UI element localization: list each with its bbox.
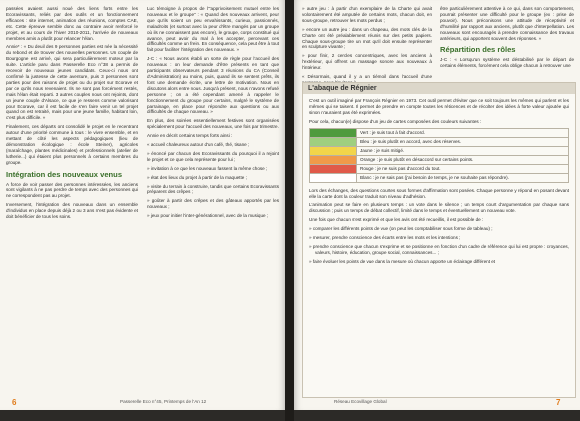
table-row <box>310 155 569 164</box>
table-cell: Rouge : je ne suis pas d'accord du tout. <box>357 164 569 173</box>
right-column-2 <box>440 6 574 72</box>
paragraph: A force de voir passer des personnes intéressées, les anciens sont vigilants à ne pas perdre de temps avec des personnes qui ne correspondent pas au projet. <box>6 181 138 199</box>
color-swatch <box>310 164 357 173</box>
paragraph: « Désormais, quand il y a un tiémoil dans l'accueil d'une <box>302 74 432 80</box>
table-row <box>310 146 569 155</box>
paragraph: L'animation peut se faire en plusieurs temps : un vote dans le silence ; un temps court d'argumentation par chaque sans discussion ; puis un temps de débat collectif, limité dans le temps et éventuellement un nouveau vote. <box>309 202 569 214</box>
list-item: » faire évoluer les points de vue dans la mesure où chacun apporte un éclairage différent et <box>309 258 496 264</box>
section-heading: Intégration des nouveaux venus <box>6 169 123 179</box>
table-cell: Jaune : je suis mitigé. <box>357 146 569 155</box>
paragraph: Finalement, ces départs ont consolidé le projet en le recentrant autour d'une priorité commune à tous : le vivre ensemble, et en mettant de côté les aspects pédagogiques (lieu de démonstration écologique : école Steiner), agricoles (maraîchage, plantes médicinales) et professionnels (atelier de lutherie...) qui étaient plus personnels à certains membres du groupe. <box>6 124 138 165</box>
paragraph: Lors des échanges, des questions courtes sous formes d'affirmation sont posées. Chaque personne y répond en posant devant elle la carte dont la couleur traduit son niveau d'adhésion. <box>309 187 569 199</box>
color-swatch <box>310 155 357 164</box>
section-heading: Répartition des rôles <box>440 45 516 55</box>
book-gutter <box>285 0 294 421</box>
info-box <box>302 82 576 398</box>
list-item: » visite du terrain à construire, tandis que certains Ecoravissants préparent des crêpes ; <box>147 183 279 195</box>
table-cell: Vert : je suis tout à fait d'accord. <box>357 128 569 137</box>
list-item: » pour finir, 2 cercles concentriques, avec les anciens à l'extérieur, qui offrent un massage sonore aux nouveaux à l'intérieur. <box>302 53 432 71</box>
list-item: « accueil chaleureux autour d'un café, thé, tisane ; <box>147 142 250 148</box>
table-cell: Orange : je suis plutôt en désaccord sur certains points. <box>357 155 569 164</box>
list-item: » mesurer, prendre conscience des écarts entre les mots et les intentions ; <box>309 235 461 241</box>
color-card-table <box>309 128 569 183</box>
list-item: » comparer les différents points de vue (on peut les comptabiliser sous forme de tableau) ; <box>309 226 493 232</box>
paragraph: Inversement, l'intégration des nouveaux dans un ensemble d'individus en place depuis déjà 2 ou 3 ans n'est pas évidente et doit bénéficier de tous les soins. <box>6 202 138 220</box>
page-footer: Passerelle Eco n°45, Printemps de l'An 12 <box>120 399 207 404</box>
table-cell: Blanc : je ne sais pas (j'ai besoin de temps, je ne souhaite pas répondre). <box>357 173 569 182</box>
left-column-2 <box>147 6 279 222</box>
right-page <box>294 0 580 410</box>
color-swatch <box>310 137 357 146</box>
box-title: L'abaque de Régnier <box>303 83 575 94</box>
color-swatch <box>310 128 357 137</box>
table-row <box>310 137 569 146</box>
list-item: » goûter à partir des crêpes et des gâteaux apportés par les nouveaux ; <box>147 198 279 210</box>
right-column-1 <box>302 6 432 89</box>
box-body <box>303 94 575 272</box>
left-page <box>0 0 286 410</box>
paragraph: J-C : « Nous avons établi un sorte de règle pour l'accueil des nouveaux : on leur demande d'être présents en tant que participants observateurs pendant 3 réunions du CA (Conseil d'Administration) au moins, puis, quand ils se sentent prêts, ils font une demande écrite, une lettre de motivation. Nous en discutons alors entre nous. Jusqu'à présent, nous n'avons refusé personne ; on a été cependant amené à rappeler le fonctionnement du groupe pour certains, malgré le système de parrainage, en place pour répondre aux questions ou aux difficultés de chaque nouveau. » <box>147 56 279 115</box>
table-row <box>310 173 569 182</box>
paragraph: En plus, des soirées essentiellement festives sont organisées spécialement pour l'accueil des nouveaux, une fois par trimestre. <box>147 118 279 130</box>
table-cell: Bleu : je suis plutôt en accord, avec des réserves. <box>357 137 569 146</box>
list-item: » état des lieux du projet à partir de la maquette ; <box>147 174 247 180</box>
paragraph: passées avaient aussi noué des liens forts entre les Ecoravissants, reliés par des outils et un fonctionnement efficaces : site internet, animation des réunions, comptes CAE, etc. Cette épreuve semble donc au contraire avoir renforcé le projet, et au cours de l'hiver 2010-2011, l'arrivée de nouveaux membres amis a plutôt pour relancer l'élan. <box>6 6 138 41</box>
page-number: 7 <box>556 398 561 407</box>
paragraph: Pour cela, chacun(e) dispose d'un jeu de cartes composées des couleurs suivantes : <box>309 118 482 124</box>
paragraph: être particulièrement attentive à ce qui, dans son comportement, pourrait présenter une difficulté pour le groupe (ex : prise de pouvoir). Nous préconisons une attitude de réceptivité et d'humilité par rapport aux anciens, plutôt que d'interpellation. Les nouveaux sont encouragés à prendre connaissance des travaux antérieurs, qui apportent souvent des réponses. » <box>440 6 574 41</box>
paragraph: J-C : « Lorsqu'un système est déstabilisé par le départ de certains éléments, forcément cela oblige chacun à retrouver une <box>440 57 574 69</box>
list-item: » énoncé par chacun des Ecoravissants du pourquoi il a rejoint le projet et ce que cela représente pour lui ; <box>147 150 279 162</box>
page-footer: Réseau Ecovillage Global <box>334 399 387 404</box>
list-item: » autre jeu : à partir d'un exemplaire de la Charte qui avait volontairement été amputée de certains mots, chacun doit, en sous-groupe, retrouver les mots perdus ; <box>302 6 432 23</box>
list-item: » prendre conscience que chacun s'exprime et se positionne en fonction d'un cadre de référence qui lui est propre : croyances, valeurs, histoire, éducation, groupe social, connaissances... ; <box>309 243 569 255</box>
paragraph: C'est un outil imaginé par François Régnier en 1973. Cet outil permet d'éviter que ce soit toujours les mêmes qui parlent et les mêmes qui se taisent. Il permet de prendre en compte toutes les réticences et de récolter des idées à forte valeur ajoutée qui sinon n'auraient pas été exprimées. <box>309 98 569 115</box>
table-row <box>310 128 569 137</box>
color-swatch <box>310 146 357 155</box>
page-number: 6 <box>12 398 17 407</box>
list-item: » invitation à ce que les nouveaux fassent la même chose ; <box>147 165 268 171</box>
paragraph: Annie en décrit certains temps forts ainsi : <box>147 133 233 139</box>
list-item: » jeux pour initier l'inter-générationnel, avec de la musique ; <box>147 213 269 219</box>
color-swatch <box>310 173 357 182</box>
table-row <box>310 164 569 173</box>
list-item: » encore un autre jeu : dans un chapeau, des mots clés de la Charte ont été préalablement réunis sur des petits papiers. Chaque sous-groupe tire un mot qu'il doit ensuite représenter en sculpture vivante ; <box>302 26 432 50</box>
left-column-1 <box>6 6 138 223</box>
paragraph: Luc témoigne à propos de l'"apprivoisement mutuel entre les nouveaux et le groupe" : « Quand des nouveaux arrivent, peur que qu'ils soient un peu envahissants, curieux, passionnés, maladroits (et surtout avec la peur d'être mangés par un groupe où ils ne connaissent pas encore), le groupe, corps constitué qui avance, peut avoir du mal à les accepter, percevant ces difficultés comme un frein. En conséquence, cela peut être à tout fait pour faciliter l'intégration des nouveaux. » <box>147 6 279 53</box>
paragraph: Annie* : « Du deuil des 9 personnes parties est née la nécessité du rebond et de trouver des nouvelles personnes. Un couple de Bourgogne est arrivé, qui sera particulièrement moteur par la suite. L'article paru dans Passerelle Eco n°38 a permis de recevoir de nouveaux jeunes candidats. Ceux-ci nous ont confirmé la justesse de cette aventure, puis 3 personnes sont parties pour des raisons de projet ou du projet sur Ecorave et par ce qu'ils nous revenaient. Ils ne sont pas forcément restés, mais l'élan était reparti. 3 autres couples nous ont rejoints, dont un jeune couple d'Alsace, ce que je ressens comme valorisant pour Ecorave, car il est facile de s'en faire venir un tel projet quand on est retraité, mais pour une jeune famille, habitant loin, c'est plus difficile. » <box>6 44 138 121</box>
paragraph: Une fois que chacun s'est exprimé et que les avis ont été recueillis, il est possible de : <box>309 217 484 223</box>
